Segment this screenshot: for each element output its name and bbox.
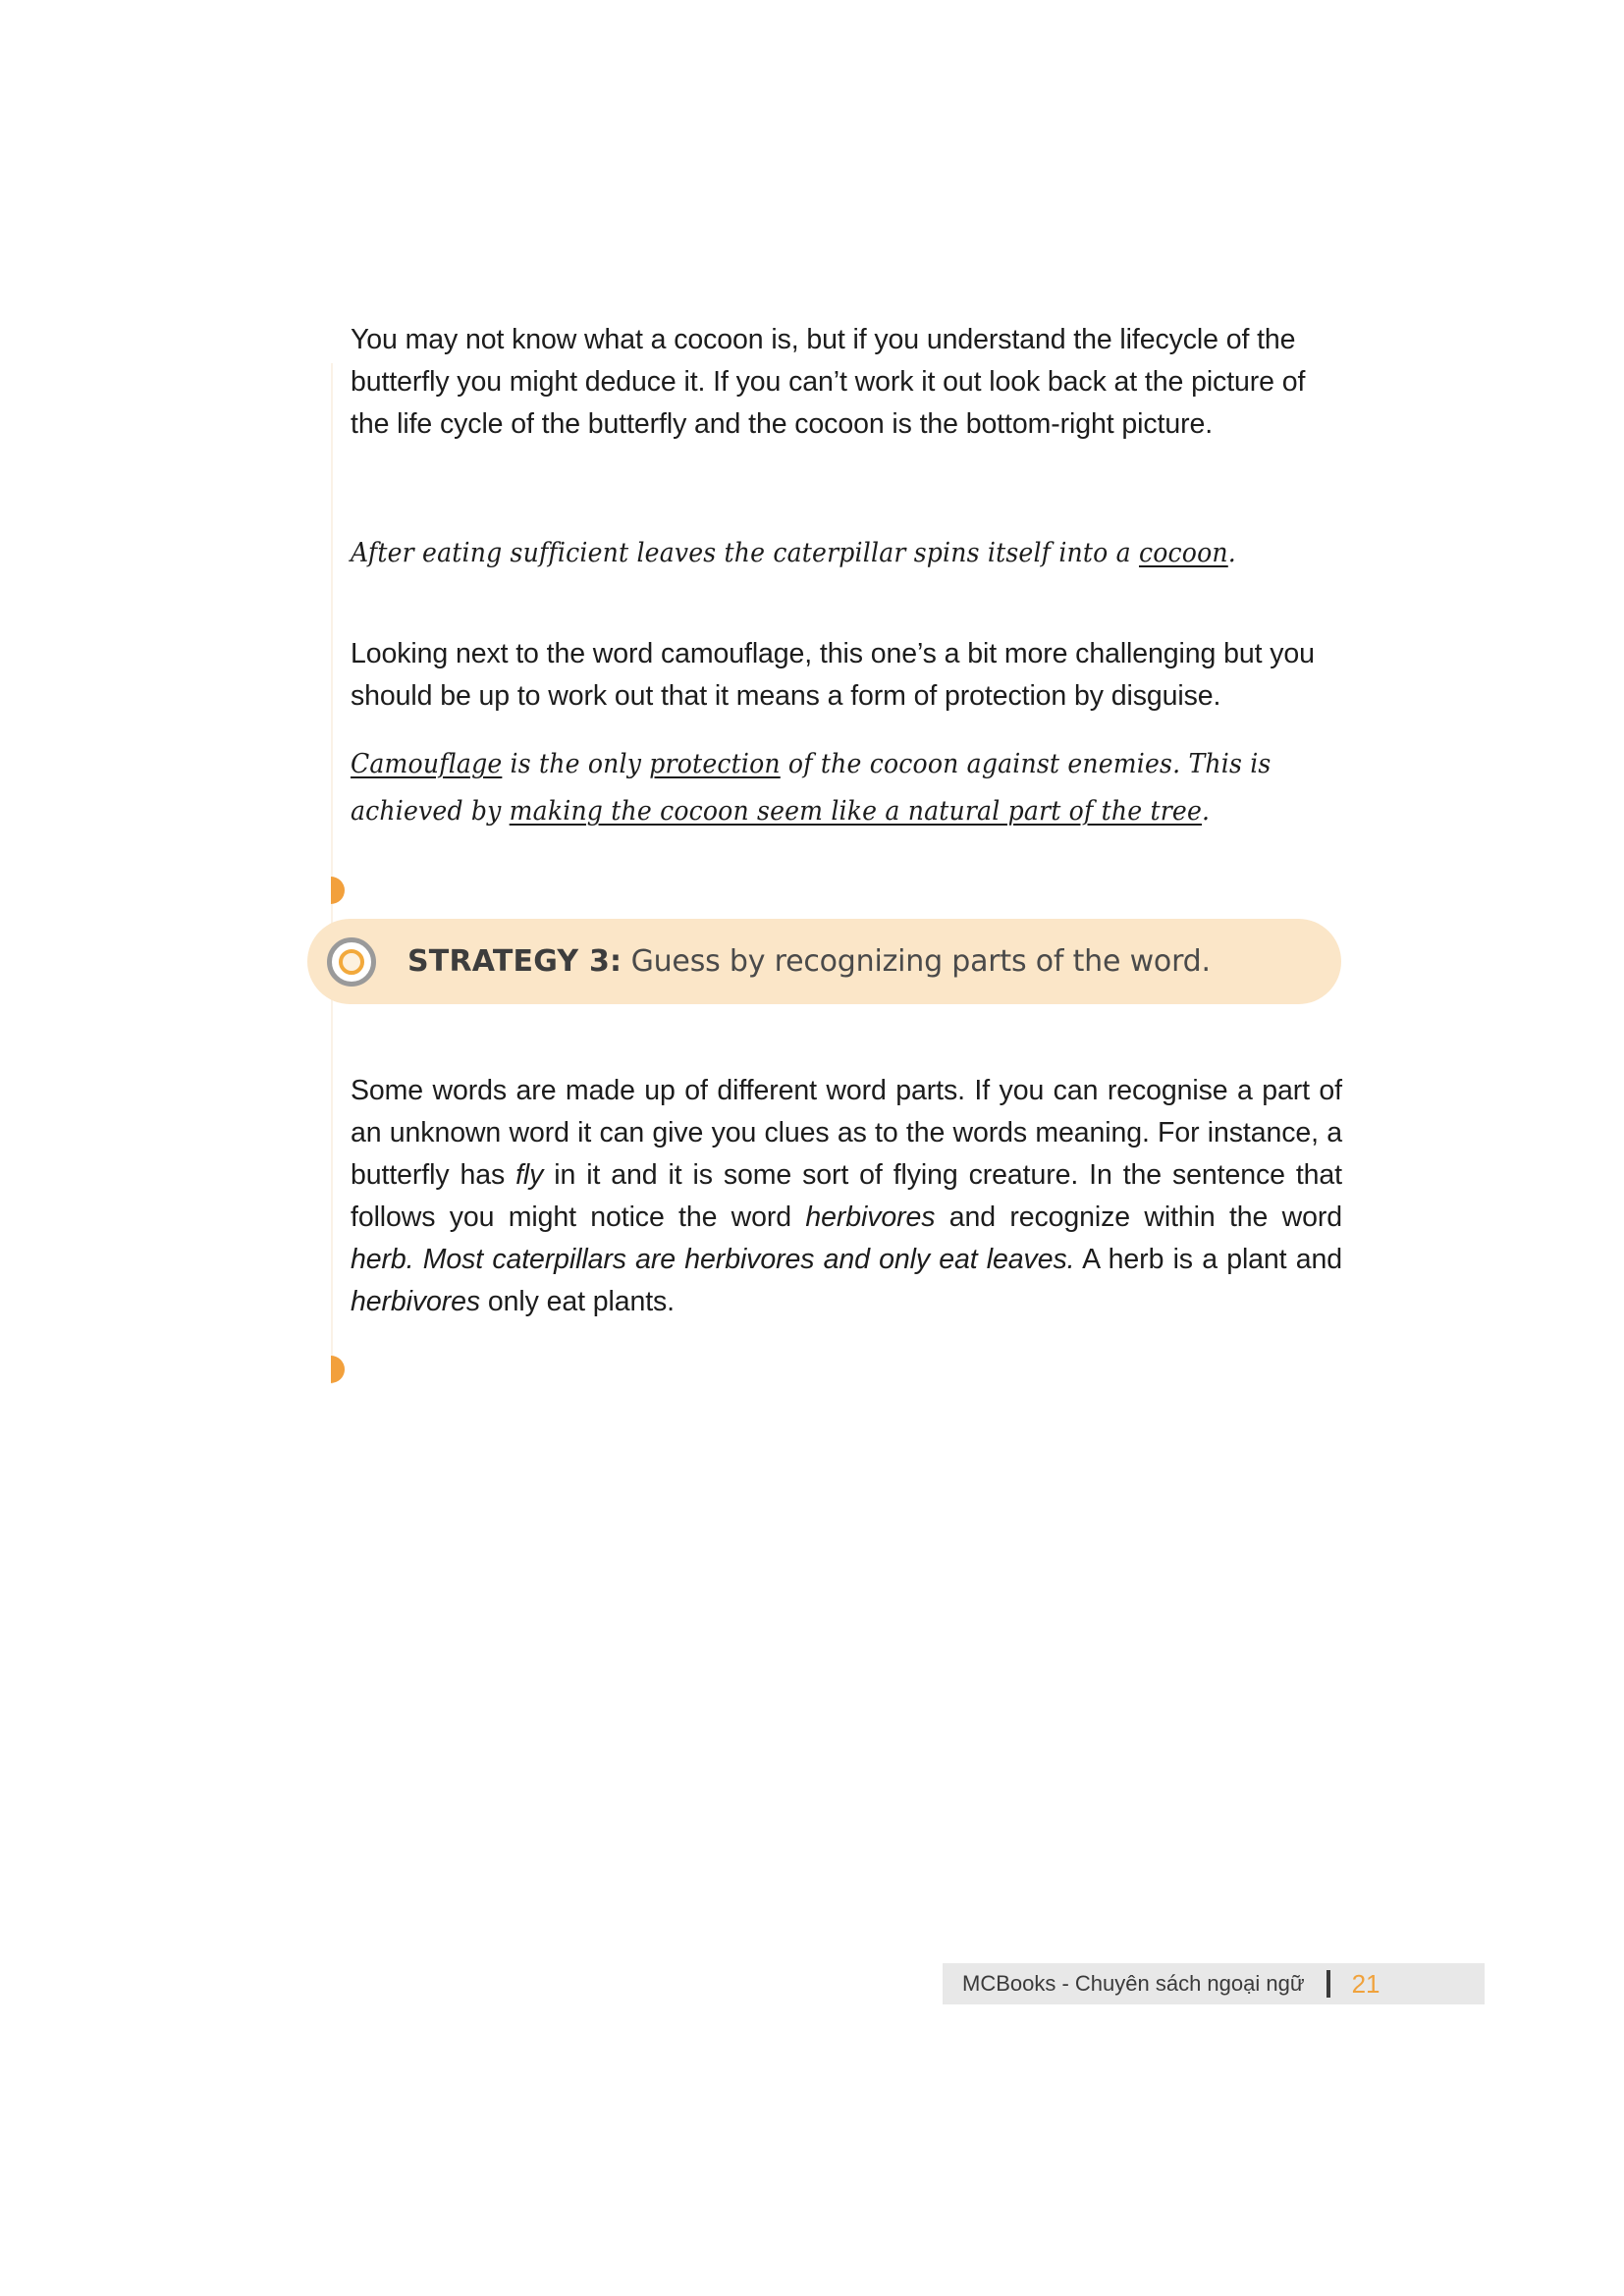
- example-2-keyword-3: making the cocoon seem like a natural part of the tree: [509, 796, 1203, 827]
- paragraph-1-block: [351, 319, 1342, 446]
- strategy-description: Guess by recognizing parts of the word.: [622, 944, 1211, 979]
- paragraph-3-part-2: in it and it is some sort of flying creature. In the sentence that follows you might notice the word: [351, 1159, 1342, 1233]
- paragraph-1: You may not know what a cocoon is, but if you understand the lifecycle of the butterfly you might deduce it. If you can’t work it out look back at the picture of the life cycle of the butterfly and the cocoon is the bottom-right picture.: [351, 324, 1306, 440]
- paragraph-3-part-1: Some words are made up of different word parts. If you can recognise a part of an unknown word it can give you clues as to the words meaning. For instance, a butterfly has: [351, 1075, 1342, 1191]
- example-1-block: [351, 530, 1342, 577]
- paragraph-3: [351, 1070, 1342, 1323]
- example-2-mid-2: of the cocoon against enemies. This is achieved by: [351, 749, 1272, 827]
- margin-rule: [331, 363, 333, 1384]
- strategy-label: STRATEGY 3:: [407, 944, 623, 979]
- example-sentence-1: [351, 530, 1272, 577]
- example-1-before: After eating sufficient leaves the caterpillar spins itself into a: [351, 538, 1139, 568]
- paragraph-3-part-4: A herb is a plant and: [1074, 1244, 1342, 1275]
- page-footer: [943, 1963, 1485, 2004]
- footer-page-number: 21: [1351, 1968, 1380, 1999]
- footer-publisher: MCBooks - Chuyên sách ngoại ngữ: [962, 1971, 1305, 1996]
- paragraph-3-block: [351, 1070, 1342, 1323]
- target-circle-icon: [327, 937, 376, 987]
- example-2-block: [351, 741, 1342, 835]
- strategy-banner: [307, 919, 1341, 1004]
- paragraph-3-italic-4: herbivores: [351, 1286, 481, 1317]
- paragraph-3-italic-2: herbivores: [805, 1201, 936, 1233]
- example-2-keyword-2: protection: [649, 749, 781, 779]
- paragraph-3-italic-1: fly: [515, 1159, 544, 1191]
- example-1-keyword: cocoon: [1138, 538, 1228, 568]
- paragraph-3-italic-3: herb. Most caterpillars are herbivores and only eat leaves.: [351, 1244, 1075, 1275]
- example-2-mid-1: is the only: [502, 749, 650, 779]
- target-circle-icon-inner: [339, 949, 364, 975]
- section-marker-top: [331, 877, 345, 904]
- strategy-banner-text: [407, 944, 1211, 979]
- paragraph-2-block: [351, 633, 1342, 718]
- section-marker-bottom: [331, 1356, 345, 1383]
- example-sentence-2: [351, 741, 1272, 835]
- example-2-keyword-1: Camouflage: [351, 749, 503, 779]
- paragraph-2: Looking next to the word camouflage, this one’s a bit more challenging but you should be up to work out that it means a form of protection by disguise.: [351, 638, 1315, 712]
- footer-divider: [1326, 1970, 1330, 1998]
- example-1-after: .: [1227, 538, 1236, 568]
- example-2-tail: .: [1202, 796, 1211, 827]
- paragraph-3-part-5: only eat plants.: [480, 1286, 676, 1317]
- paragraph-3-part-3: and recognize within the word: [935, 1201, 1342, 1233]
